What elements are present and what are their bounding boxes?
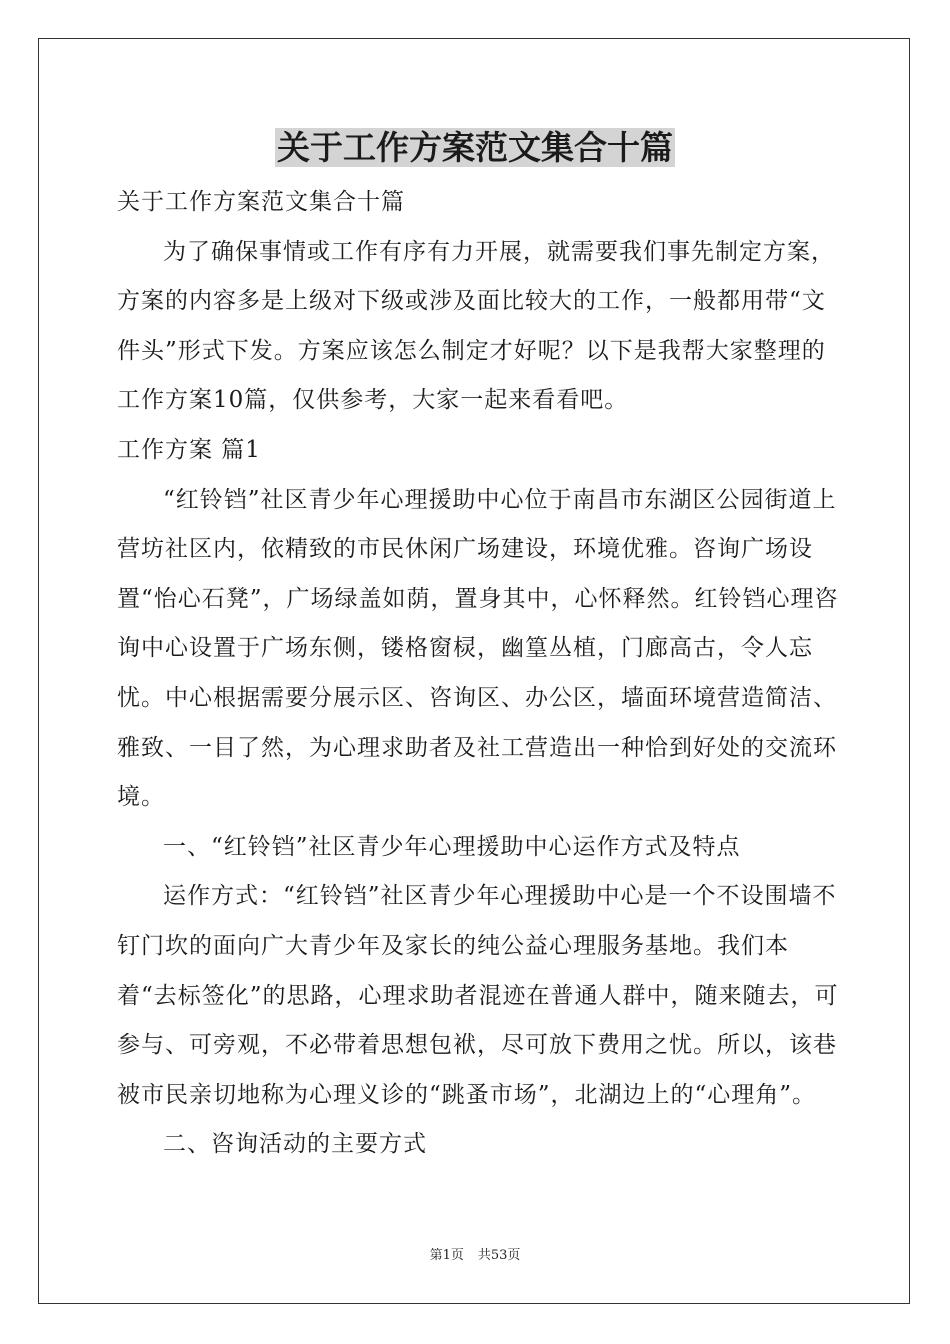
page-footer xyxy=(0,1247,950,1265)
subtitle-paragraph: 关于工作方案范文集合十篇 xyxy=(117,189,405,215)
document-body xyxy=(117,178,847,1170)
body-paragraph: 运作方式：“红铃铛”社区青少年心理援助中心是一个不设围墙不钉门坎的面向广大青少年及家长的纯公益心理服务基地。我们本着“去标签化”的思路，心理求助者混迹在普通人群中，随来随去，可参与、可旁观，不必带着思想包袱，尽可放下费用之忧。所以，该巷被市民亲切地称为心理义诊的“跳蚤市场”，北湖边上的“心理角”。 xyxy=(117,883,839,1108)
body-paragraph: “红铃铛”社区青少年心理援助中心位于南昌市东湖区公园街道上营坊社区内，依精致的市民休闲广场建设，环境优雅。咨询广场设置“怡心石凳”，广场绿盖如荫，置身其中，心怀释然。红铃铛心理咨询中心设置于广场东侧，镂格窗棂，幽篁丛植，门廊高古，令人忘忧。中心根据需要分展示区、咨询区、办公区，墙面环境营造简洁、雅致、一目了然，为心理求助者及社工营造出一种恰到好处的交流环境。 xyxy=(117,486,839,811)
page-number: 第1页 xyxy=(429,1248,464,1263)
section-heading-1: 工作方案 篇1 xyxy=(117,436,261,463)
subheading-one: 一、“红铃铛”社区青少年心理援助中心运作方式及特点 xyxy=(163,833,741,860)
subheading-two: 二、咨询活动的主要方式 xyxy=(163,1131,427,1158)
page-total: 共53页 xyxy=(477,1248,521,1263)
document-title xyxy=(0,126,950,170)
document-title-text: 关于工作方案范文集合十篇 xyxy=(277,128,673,167)
intro-paragraph: 为了确保事情或工作有序有力开展，就需要我们事先制定方案，方案的内容多是上级对下级或涉及面比较大的工作，一般都用带“文件头”形式下发。方案应该怎么制定才好呢？以下是我帮大家整理的工作方案10篇，仅供参考，大家一起来看看吧。 xyxy=(117,238,835,414)
